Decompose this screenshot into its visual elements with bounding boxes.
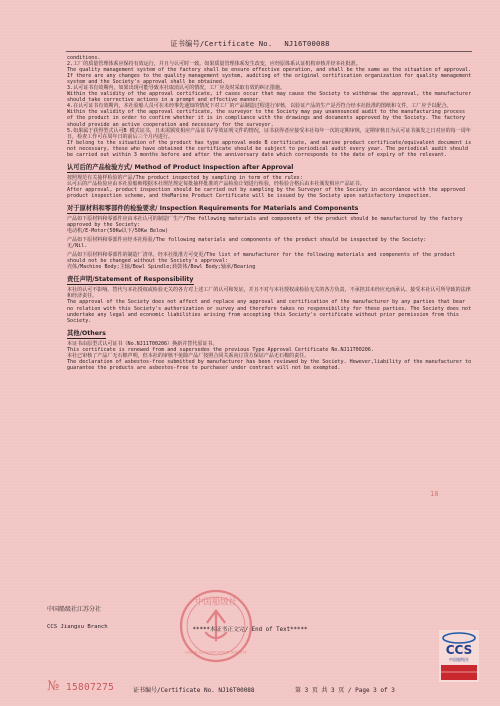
end-of-text: *****本证书正文完/ End of Text***** bbox=[192, 627, 308, 633]
condition-4-en: Within the validity of the approval certificate, the surveyor to the Society may pay unannounced audit to the manufacturing process of the product in order to confirm whether it is in compliance with the drawings and documents approved by the Society. The factory should provide an active cooperation and necessary for the surveyor. bbox=[67, 109, 466, 128]
section-inspection bbox=[67, 164, 473, 199]
serial-prefix: № bbox=[47, 679, 60, 694]
others-line-3: 本社已审核了产品厂无石棉声明，但本社的审核不免除产品厂按照合同关系向订货方保证产品无石棉的责任。 bbox=[67, 352, 310, 359]
side-mark: 18 bbox=[430, 490, 439, 498]
section-title-responsibility: 责任声明/Statement of Responsibility bbox=[67, 276, 194, 284]
materials-line-2: 电动机/E-Motor(50Kw以下/50Kw Below) bbox=[67, 228, 169, 235]
bottom-cert-ref: 证书编号/Certificate No. NJ16T00088 bbox=[133, 687, 255, 694]
certificate-body bbox=[67, 55, 473, 371]
condition-5-en: If belong to the situation of the product has type approval mode B certificate, and marine product certificate/equivalent document is not necessary, those who have obtained the certificate should be subject to periodical audit every year. The periodical audit should be carried out within 3 months before and after the anniversary date which corresponds to the date of expiry of the relevant. bbox=[67, 139, 472, 158]
section-materials bbox=[67, 205, 473, 270]
section-others bbox=[67, 330, 473, 371]
materials-line-6: 壳体/Machine Body;主轴/Bowl Spindle;转鼓体/Bowl Body;轴承/Bearing bbox=[67, 264, 256, 271]
section-title-others: 其他/Others bbox=[67, 329, 106, 337]
header-cert-number: NJ16T00088 bbox=[284, 39, 330, 48]
materials-line-1: 产品如下原材料和零部件应由本社认可的制造厂生产/The following materials and components of the product should be manufactured by the factory approved by the Society: bbox=[67, 215, 463, 229]
logo-subtext: 中国船级社 bbox=[449, 657, 469, 662]
stamp-bottom-text: CHINA CLASSIFICATION SOCIETY bbox=[185, 649, 247, 655]
serial-number: 15807275 bbox=[66, 682, 115, 693]
condition-3-cn: 3.认可证书有效期内，如果出现可能导致本社取消认可的情况，工厂应及时采取有效的纠正措施。 bbox=[67, 85, 286, 92]
header-cert-label: 证书编号/Certificate No. bbox=[170, 39, 273, 48]
others-line-2: This certificate is renewed from and supersedes the previous Type Approval Certificate No.NJ11T00206. bbox=[67, 346, 374, 353]
branch-name-cn: 中国船级社江苏分社 bbox=[47, 606, 102, 613]
inspection-line-2: 认可后的产品检验应由本社验船师根据本社规范规定每批抽样批准的产品检验计划进行检验，经检验合格后由本社颁发相应产品证书。 bbox=[67, 180, 365, 187]
materials-line-3: 产品如下原材料和零部件应经本社检验/The following materials and components of the product should be inspected by the Society: bbox=[67, 237, 427, 244]
materials-line-4: 无/Nil. bbox=[67, 243, 88, 250]
conditions-tail: conditions. bbox=[67, 55, 101, 61]
section-title-materials: 对于原材料和零部件的检验要求/ Inspection Requirements for Materials and Components bbox=[67, 204, 359, 212]
inspection-line-3: After approval, product inspection should be carried out by sampling by the Surveyor of the Society in accordance with the approved product inspection scheme, and theMarine Product Certificate will be issued by the Society upon satisfactory inspection. bbox=[67, 186, 466, 199]
header-divider bbox=[66, 51, 472, 52]
materials-line-5: 产品如下原材料和零部件的制造厂清单，经本社批准方可变更/The list of manufacturer for the following materials and components of the product should not be changed without the Society's approval: bbox=[67, 252, 456, 265]
logo-text: CCS bbox=[445, 643, 473, 657]
condition-4-cn: 4.在认可证书有效期内，本社验船人员可在未经事先通知的情况下对工厂的产品制造过程进行审核，以验证产品的生产是否符合经本社批准的图纸和文件，工厂应予以配合。 bbox=[67, 103, 452, 110]
others-line-4: The declaration of asbestos-free submitted by manufacturer has been reviewed by the Society. However,liability of the manufacturer to guarantee the products are asbestos-free to purchaser under contract will not be exempted. bbox=[67, 358, 472, 371]
branch-name-en: CCS Jiangsu Branch bbox=[47, 624, 108, 630]
condition-2-cn: 2.工厂的质量管理体系应保持有效运行，并且与认可时一致。如果质量管理体系发生改变，应经原体系认证机构审核并经本社批准。 bbox=[67, 61, 361, 68]
page-number: 第 3 页 共 3 页 / Page 3 of 3 bbox=[295, 687, 395, 694]
condition-2-en: The quality management system of the factory shall be ensure effective operation, and shall be the same as the situation of approval. If there are any changes to the quality management system, auditing of the original certification organization for quality management system and the Society's approval shall be obtained. bbox=[67, 67, 472, 86]
page-header bbox=[0, 39, 500, 49]
others-line-1: 本证书由原型式认可证书（No.NJ11T00206）换新并替代原证书。 bbox=[67, 340, 218, 347]
responsibility-cn: 本社的认可不影响、替代与本社授权或检验无关的各方对上述工厂的认可和发证，并且不对与本社授权或检验无关的各方负责，不承担其未经应允而承认、接受本社认可所导致的法律和经济责任。 bbox=[67, 287, 471, 300]
ccs-logo bbox=[439, 630, 479, 682]
section-title-inspection: 认可后的产品检验方式/ Method of Product Inspection after Approval bbox=[67, 163, 294, 171]
condition-5-cn: 5.如果属于获得型式认可B 模式证书，且未需颁发相应产品证书/等效证明文件的情况，证书获得者应接受本社每年一次的定期审核，定期审核日为认可证书颁发之日对应的每一周年日，检查工作可在周年日的前后三个月内进行。 bbox=[67, 127, 471, 140]
responsibility-en: The approval of the Society does not affect and replace any approval and certification of the manufacturer by any parties that bear no relation with this Society's authorization or survey and therefore takes no responsibility for these parties. The Society does not undertake any legal and economic liabilities arising from accepting this Society's certificate without prior permission from this Society. bbox=[67, 299, 472, 324]
condition-3-en: Within the validity of the approval certificate, if cases occur that may cause the Society to withdraw the approval, the manufacturer should take corrective actions in a prompt and effective manner. bbox=[67, 91, 472, 104]
section-responsibility bbox=[67, 276, 473, 323]
stamp-top-text: 中国船级社 bbox=[195, 596, 237, 607]
bottom-bar bbox=[0, 679, 500, 697]
inspection-line-1: 按照规范有关抽样检验的产品/The product inspected by sampling in term of the rules: bbox=[67, 174, 303, 181]
